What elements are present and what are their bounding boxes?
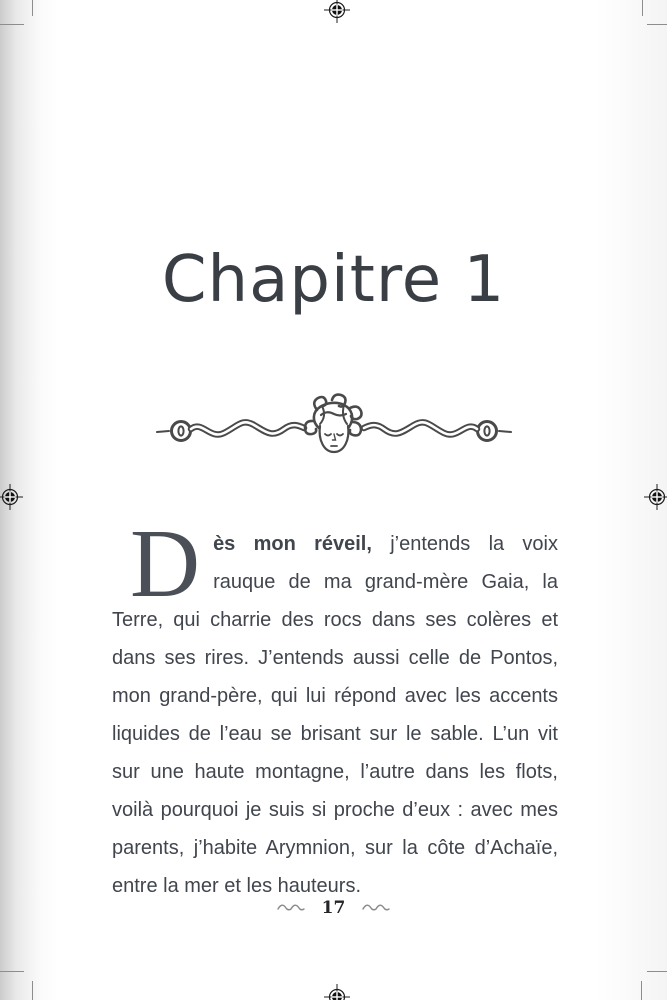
page-footer — [0, 898, 667, 918]
page-number: 17 — [321, 898, 346, 918]
medusa-snake-divider-icon — [154, 388, 514, 472]
body-paragraph — [112, 510, 558, 905]
paragraph-text: j’entends la voix rauque de ma grand-mère Gaia, la Terre, qui charrie des rocs dans ses colères et dans ses rires. J’entends aussi celle de Pontos, mon grand-père, qui lui répond avec les accents liquides de l’eau se brisant sur le sable. L’un vit sur une haute montagne, l’autre dans les flots, voilà pourquoi je suis si proche d’eux : avec mes parents, j’habite Arymnion, sur la côte d’Achaïe, entre la mer et les hauteurs. — [112, 533, 558, 897]
crop-mark — [0, 971, 24, 972]
crop-mark — [641, 981, 642, 1000]
crop-mark — [647, 971, 667, 972]
registration-mark-icon — [0, 484, 23, 510]
registration-mark-icon — [324, 0, 350, 23]
crop-mark — [647, 24, 667, 25]
crop-mark — [32, 981, 33, 1000]
dropcap-letter: D — [130, 510, 201, 617]
crop-mark — [32, 0, 33, 16]
squiggle-icon — [360, 903, 392, 913]
crop-mark — [642, 0, 643, 16]
paragraph-lead: ès mon réveil, — [213, 533, 372, 555]
registration-mark-icon — [324, 984, 350, 1000]
chapter-title: Chapitre 1 — [161, 243, 506, 317]
squiggle-icon — [275, 903, 307, 913]
registration-mark-icon — [644, 484, 667, 510]
crop-mark — [0, 24, 24, 25]
medusa-icon — [305, 395, 362, 452]
